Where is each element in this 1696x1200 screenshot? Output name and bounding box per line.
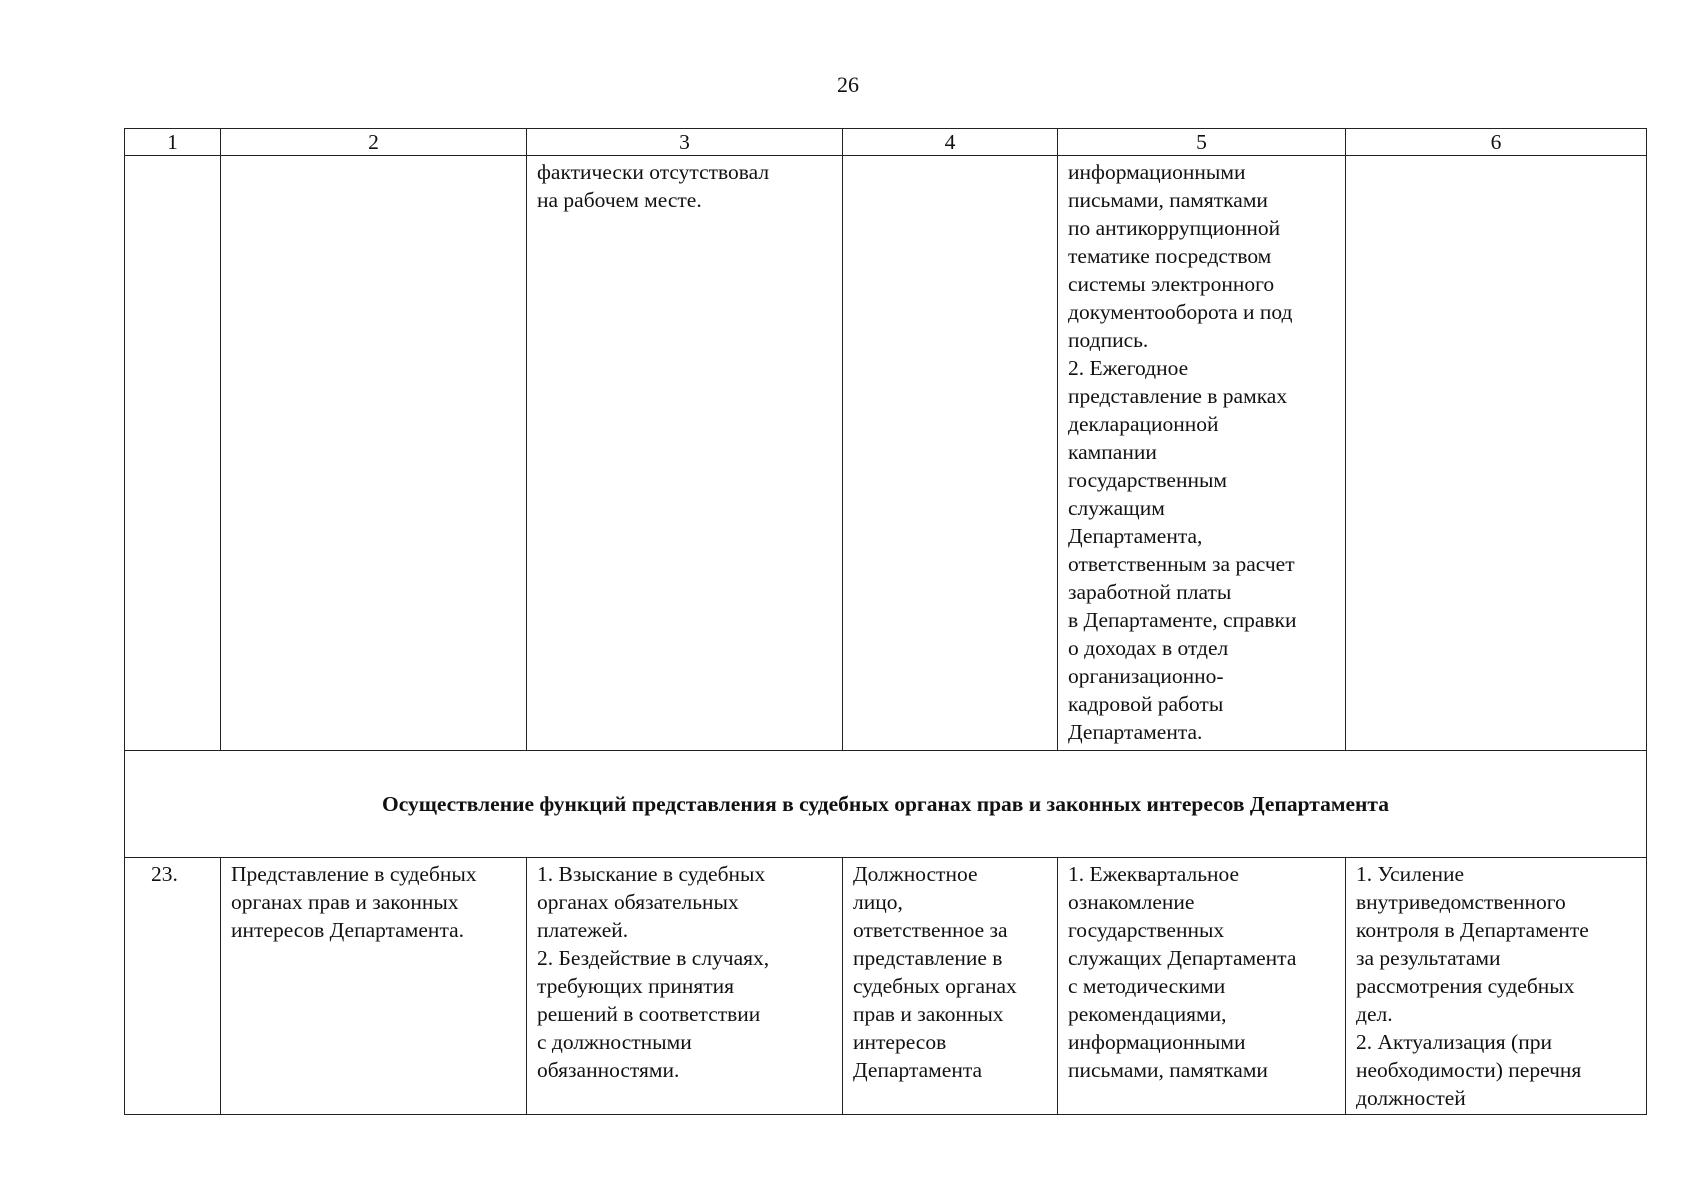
cell-text: 23. [151,862,178,886]
table-cell [843,858,1058,1115]
table-cell [1058,156,1346,751]
table-cell [527,156,843,751]
cell-text: 1. Усиление внутриведомственного контроля в Департаменте за результатами рассмотрения судебных дел. 2. Актуализация (при необходимости) перечня должностей [1356,862,1589,1110]
table-cell [527,858,843,1115]
cell-text: 1. Взыскание в судебных органах обязательных платежей. 2. Бездействие в случаях, требующих принятия решений в соответствии с должностными обязанностями. [537,862,770,1082]
column-header-2: 2 [221,129,527,156]
corruption-risk-table [124,128,1647,1115]
table-cell [221,156,527,751]
row-number [125,858,221,1115]
cell-text: Представление в судебных органах прав и законных интересов Департамента. [231,862,477,942]
cell-text: информационными письмами, памятками по антикоррупционной тематике посредством системы электронного документооборота и под подпись. 2. Ежегодное представление в рамках декларационной кампании государственным служащим Департамента, ответственным за расчет заработной платы в Департаменте, справки о доходах в отдел организационно- кадровой работы Департамента. [1068,160,1297,744]
table-cell [1058,858,1346,1115]
column-header-5: 5 [1058,129,1346,156]
table-row [125,858,1647,1115]
table-cell [125,156,221,751]
column-header-4: 4 [843,129,1058,156]
table-cell [1346,858,1647,1115]
column-header-3: 3 [527,129,843,156]
page-number: 26 [837,72,859,97]
table-row-continuation [125,156,1647,751]
cell-text: Должностное лицо, ответственное за представление в судебных органах прав и законных интересов Департамента [853,862,1017,1082]
section-heading-row [125,751,1647,858]
column-header-6: 6 [1346,129,1647,156]
table-cell [843,156,1058,751]
section-heading: Осуществление функций представления в судебных органах прав и законных интересов Департамента [125,751,1647,858]
table-cell [1346,156,1647,751]
table-header-row [125,129,1647,156]
column-header-1: 1 [125,129,221,156]
cell-text: фактически отсутствовал на рабочем месте. [537,160,770,212]
table-cell [221,858,527,1115]
cell-text: 1. Ежеквартальное ознакомление государственных служащих Департамента с методическими рекомендациями, информационными письмами, памятками [1068,862,1297,1082]
